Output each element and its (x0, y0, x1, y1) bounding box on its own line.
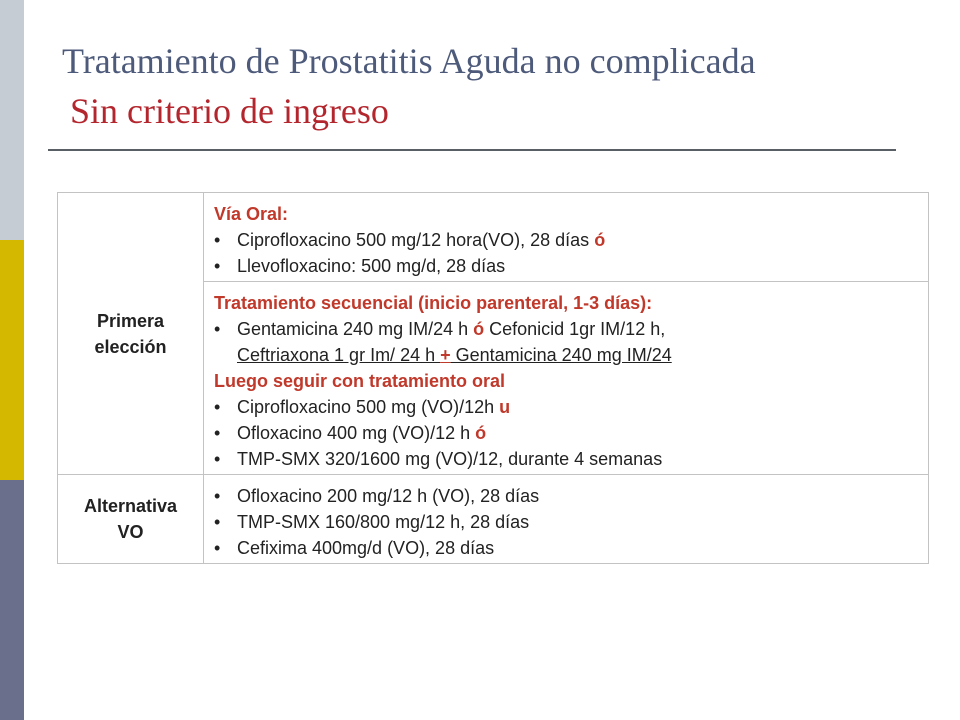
list-item (214, 446, 922, 472)
list-item-text: Gentamicina 240 mg IM/24 h (237, 319, 474, 339)
list-item (214, 227, 922, 253)
list-item-text: Gentamicina 240 mg IM/24 (450, 345, 672, 365)
list-item-text: TMP-SMX 320/1600 mg (VO)/12, durante 4 semanas (237, 449, 663, 469)
row-label-line: Primera (96, 310, 165, 331)
table-row (58, 475, 929, 564)
plus-mark: + (440, 345, 451, 365)
list-item-text: Llevofloxacino: 500 mg/d, 28 días (237, 256, 506, 276)
or-mark: ó (475, 423, 487, 443)
left-decorative-bar (0, 0, 24, 720)
or-mark: ó (473, 319, 485, 339)
list-item (214, 394, 922, 420)
row-label-alternativa-vo (58, 475, 204, 564)
sequential-heading: Tratamiento secuencial (inicio parenteral, 1-3 días): (214, 293, 653, 313)
sequential-cell (204, 282, 929, 475)
alternative-list (214, 483, 922, 561)
list-item-text: Cefonicid 1gr IM/12 h, (484, 319, 666, 339)
list-item: • TMP-SMX 160/800 mg/12 h, 28 días (214, 509, 922, 535)
list-item-text: Ciprofloxacino 500 mg (VO)/12h (237, 397, 500, 417)
list-item-text: Ofloxacino 400 mg (VO)/12 h (237, 423, 476, 443)
sequential-list (214, 316, 922, 368)
left-bar-segment-yellow (0, 240, 24, 480)
oral-followup-list (214, 394, 922, 472)
table-row (58, 193, 929, 282)
list-item: • Ofloxacino 200 mg/12 h (VO), 28 días (214, 483, 922, 509)
list-item (214, 316, 922, 368)
list-item (214, 253, 922, 279)
list-item: • Cefixima 400mg/d (VO), 28 días (214, 535, 922, 561)
left-bar-segment-gray (0, 0, 24, 240)
oral-cell (204, 193, 929, 282)
or-mark: ó (594, 230, 606, 250)
title-divider (48, 149, 896, 151)
left-bar-segment-slate (0, 480, 24, 720)
slide-title: Tratamiento de Prostatitis Aguda no complicada (62, 41, 756, 81)
row-label-line: VO (117, 522, 144, 542)
u-mark: u (499, 397, 511, 417)
oral-followup-heading: Luego seguir con tratamiento oral (214, 371, 506, 391)
oral-list (214, 227, 922, 279)
row-label-line: elección (94, 336, 167, 357)
treatment-table (57, 192, 929, 564)
list-item-text: Ceftriaxona 1 gr Im/ 24 h (237, 345, 441, 365)
row-label-line: Alternativa (83, 496, 178, 516)
list-item-text: Ciprofloxacino 500 mg/12 hora(VO), 28 días (237, 230, 595, 250)
list-item (214, 420, 922, 446)
alternative-cell (204, 475, 929, 564)
row-label-primera-eleccion (58, 193, 204, 475)
slide-subtitle: Sin criterio de ingreso (70, 91, 389, 131)
oral-heading: Vía Oral: (214, 204, 289, 224)
